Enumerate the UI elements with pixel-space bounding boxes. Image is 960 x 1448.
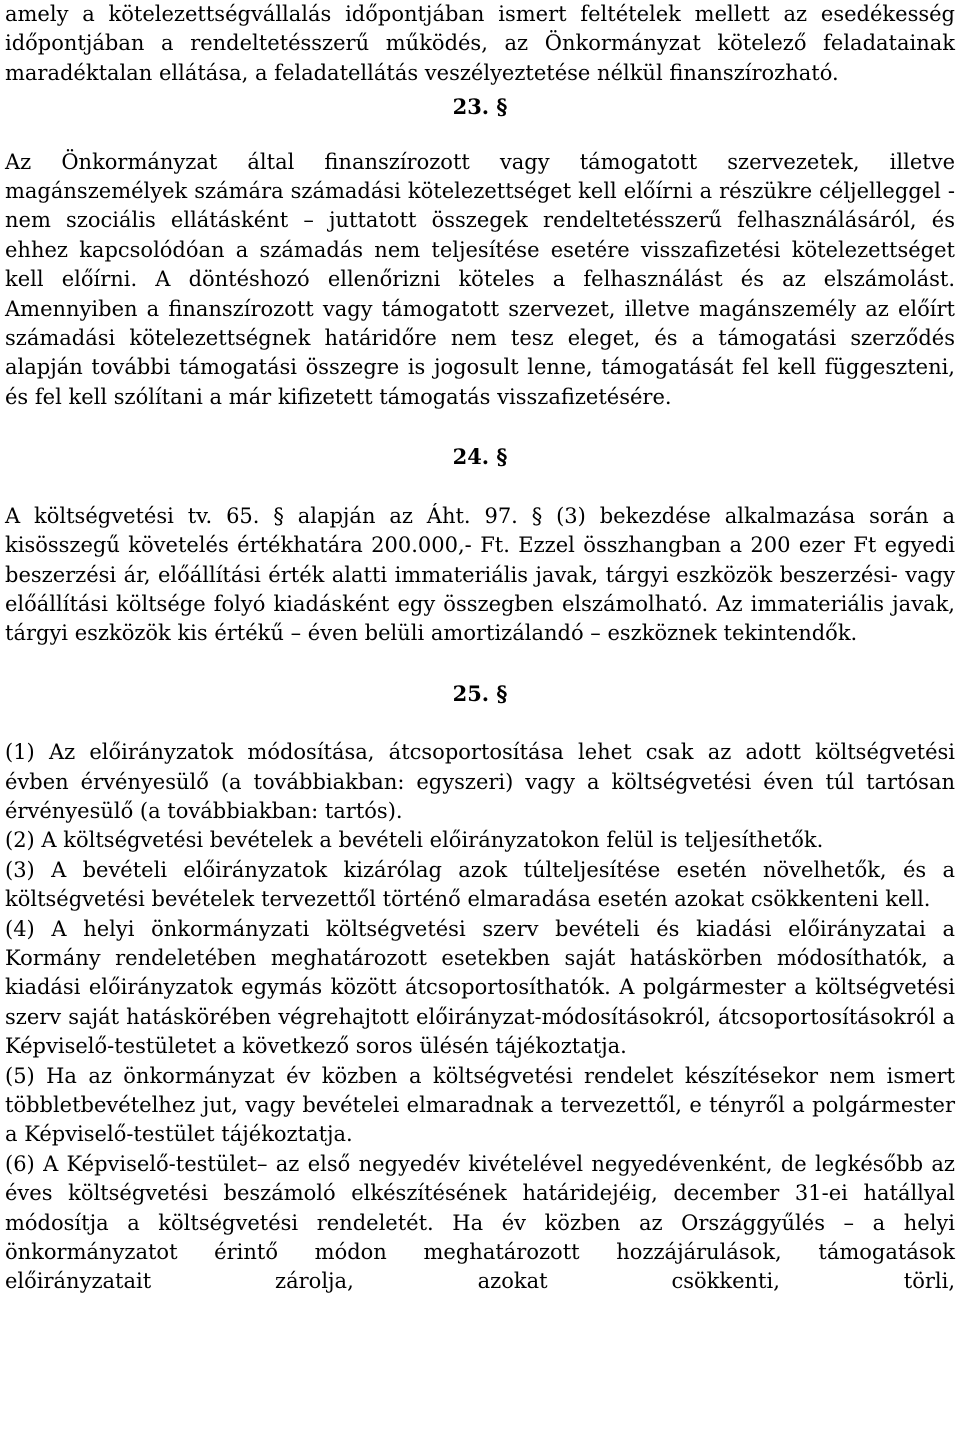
section-23-heading: 23. § — [452, 94, 508, 120]
section-25-paragraph-3: (3) A bevételi előirányzatok kizárólag azok túlteljesítése esetén növelhetők, és a költségvetési bevételek tervezettől történő elmaradása esetén azokat csökkenteni kell. — [5, 857, 955, 912]
section-24-paragraph: A költségvetési tv. 65. § alapján az Áht. 97. § (3) bekezdése alkalmazása során a kisösszegű követelés értékhatára 200.000,- Ft. Ezzel összhangban a 200 ezer Ft egyedi beszerzési ár, előállítási érték alatti immateriális javak, tárgyi eszközök beszerzési- vagy előállítási költsége folyó kiadásként egy összegben elszámolható. Az immateriális javak, tárgyi eszközök kis értékű – éven belüli amortizálandó – eszköznek tekintendők. — [5, 503, 955, 646]
spacer — [5, 412, 955, 442]
section-25-paragraph-4: (4) A helyi önkormányzati költségvetési szerv bevételi és kiadási előirányzatai a Kormány rendeletében meghatározott esetekben saját hatáskörben módosíthatók, a kiadási előirányzatok egymás között átcsoportosíthatók. A polgármester a költségvetési szerv saját hatáskörében végrehajtott előirányzat-módosításokról, átcsoportosításokról a Képviselő-testületet a következő soros ülésén tájékoztatja. — [5, 916, 955, 1059]
intro-paragraph: amely a kötelezettségvállalás időpontjában ismert feltételek mellett az esedékesség időpontjában a rendeltetésszerű működés, az Önkormányzat kötelező feladatainak maradéktalan ellátása, a feladatellátás veszélyeztetése nélkül finanszírozható. — [5, 2, 955, 85]
spacer — [5, 708, 955, 738]
section-24-heading: 24. § — [452, 444, 508, 470]
spacer — [5, 472, 955, 502]
section-23-paragraph: Az Önkormányzat által finanszírozott vagy támogatott szervezetek, illetve magánszemélyek számára számadási kötelezettséget kell előírni a részükre céljelleggel - nem szociális ellátásként – juttatott összegek rendeltetésszerű felhasználásáról, és ehhez kapcsolódóan a számadás nem teljesítése esetére visszafizetési kötelezettséget kell előírni. A döntéshozó ellenőrizni köteles a felhasználást és az elszámolást. Amennyiben a finanszírozott vagy támogatott szervezet, illetve magánszemély az előírt számadási kötelezettségnek határidőre nem tesz eleget, és a támogatási szerződés alapján további támogatási összegre is jogosult lenne, támogatását fel kell függeszteni, és fel kell szólítani a már kifizetett támogatás visszafizetésére. — [5, 149, 955, 409]
spacer — [5, 122, 955, 148]
section-25-heading: 25. § — [452, 680, 508, 706]
section-25-paragraph-1: (1) Az előirányzatok módosítása, átcsoportosítása lehet csak az adott költségvetési évben érvényesülő (a továbbiakban: egyszeri) vagy a költségvetési éven túl tartósan érvényesülő (a továbbiakban: tartós). — [5, 740, 955, 823]
section-25-paragraph-2: (2) A költségvetési bevételek a bevételi előirányzatokon felül is teljesíthetők. — [5, 828, 824, 853]
section-25-paragraph-5: (5) Ha az önkormányzat év közben a költségvetési rendelet készítésekor nem ismert többletbevételhez jut, vagy bevételei elmaradnak a tervezettől, e tényről a polgármester a Képviselő-testület tájékoztatja. — [5, 1063, 955, 1147]
section-25-paragraph-6: (6) A Képviselő-testület– az első negyedév kivételével negyedévenként, de legkésőbb az éves költségvetési beszámoló elkészítésének határidejéig, december 31-ei hatállyal módosítja a költségvetési rendeletét. Ha év közben az Országgyűlés – a helyi önkormányzatot érintő módon meghatározott hozzájárulások, támogatások előirányzatait zárolja, azokat csökkenti, törli, — [5, 1151, 955, 1294]
spacer — [5, 649, 955, 679]
